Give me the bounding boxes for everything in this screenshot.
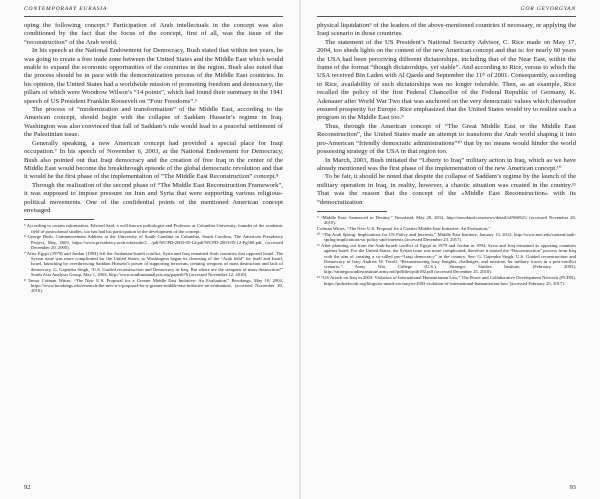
paragraph: Generally speaking, a new American concept had provided a special place for Iraqi occupation.⁷ In his speech of November 6, 2003, at the National Endowment for Democracy, Bush also pointed out that Iraqi democracy and the creation of free Iraq in the center of the Middle East would become the breakthrough episode of the global democratic revolution and that it would be the first phase of the implementation of “The Middle East Reconstruction” concept.⁸: [24, 139, 283, 181]
body-text-left: [24, 22, 283, 215]
footnote: ¹² “US Attack on Iraq in 2003: Violation of International Humanitarian Law,” The Peace and Collaborative Development Network (PCDN), https://pcdnetwork.org/blogs/us-attack-on-iraq-in-2003-violation-of-international-humanitarian-law/ (accessed February 25, 2017).: [317, 275, 576, 286]
page-number-right: 93: [569, 484, 576, 491]
paragraph: In his speech at the National Endowment for Democracy, Bush stated that within ten years, he was going to create a free trade zone between the United States and the Middle East which would enable to expand the economic opportunities of the countries in the region. Bush also noted that the process should be in pace with the democratization process of the Middle East countries. In his opinion, the United States had a worldwide mission of promoting freedom and democracy, the pillars of which were Woodrow Wilson’s “14 points”, which had found their summary in the 1941 speech of US President Franklin Roosevelt on “Four Freedoms”.⁶: [24, 47, 283, 105]
paragraph: The process of “modernization and transformation” of the Middle East, according to the American concept, should begin with the collapse of Saddam Hussein’s regime in Iraq. Washington was also convinced that fall of Saddam’s rule would lead to a peaceful settlement of the Palestinian issue.: [24, 106, 283, 139]
footnote: ¹¹ After planning out from the Arab-Israeli conflict of Egypt in 1979 and Jordan in 1994, Syria and Iraq remained as opposing countries against Israel. For the United States, the Syrian issue was more complicated; therefore it started the “Reconstruction” process from Iraq with the aim of creating a so-called pro-“Iraqi democracy” in the country. See: G. Gajendra Singh, U.S. Guided reconstruction and Democracy in Iraq: Andrew W. Terrill, “Reconstructing Iraq: Insights, challenges, and missions for military forces in a post-conflict scenario,” Army War College (U.S.), Strategic Studies Institute, (February, 2003), http://strategicstudiesinstitute.army.mil/pdffiles/pub182.pdf (accessed December 25, 2010).: [317, 242, 576, 275]
footnote: ⁹ “Middle East: Sentenced to Destiny,” Newsland, May 28, 2012, http://newsland.com/news/detail/id/966921/ (accessed November 20, 2010).: [317, 214, 576, 226]
paragraph: physical liquidation⁹ of the leaders of the above-mentioned countries if necessary, or applying the Iraqi scenario in those countries.: [317, 22, 576, 38]
paragraph: The statement of the US President’s National Security Advisor, C. Rice made on May 17, 2004, too sheds lights on the content of the new American concept and that is: for nearly 60 years the USA had been perceiving different dictatorships, including that of the Near East, within the frame of the format “though dictatorships, yet stable”. And according to Rice, versus to which the USA received Bin Laden with Al Qaeda and September the 11ᵗʰ of 2001. Consequently, according to Rice, availability of such dictatorships was no longer tolerable. Then, as an example, Rice recalled the policy of the first Federal Chancellor of the Federal Republic of Germany, K. Adenauer after World War Two that was anchored on the very democratic values which thereafter ensured prosperity for Europe. Rice emphasized that the United States would try to realize such a program in the Middle East too.⁹: [317, 38, 576, 122]
paragraph: To be fair, it should be noted that despite the collapse of Saddam’s regime by the launch of the military operation in Iraq, in reality, however, a chaotic situation was created in the country.¹¹ That was the reason that the concept of the «Middle East Reconstruction» with its “democratization: [317, 173, 576, 206]
footnote: ⁷ After Egypt (1979) and Jordan (1994) left the Jordanian-Israeli conflict, Syria and Iraq remained Arab countries that opposed Israel. The Syrian issue was more complicated for the United States, so Washington began its cleansing of the “Arab field” for itself and Israel, Israel, launching by overthrowing Saddam Hussein’s power of supporting terrorism, creating weapons of mass destruction and lack of democracy. G. Gajendra Singh, “U.S. Guided reconstruction and Democracy in Iraq: But where are the weapons of mass destruction?” South Asia Analysis Group, May 1, 2003, http://www.southasiaanalysis.org/paper676 (accessed November 12, 2010).: [24, 250, 283, 278]
paragraph: Thus, through the American concept of “The Great Middle East or the Middle East Reconstruction”, the United States made an attempt to transform the Arab world shaping it into pro-American “friendly democratic administrations”¹⁰ that by no means would hinder the world possessing strategy of the USA in that region too.: [317, 122, 576, 156]
left-page: [0, 0, 299, 499]
footnote: ⁵ According to certain information, Edward Said, a well-known politologist and Professor at Columbia University, founder of the academic field of postcolonial studies, too has had his participation in the development of the concept.: [24, 223, 283, 234]
footnote: ¹⁰ “The Arab Spring: Implications for US Policy and Interests,” Middle East Institute, January 13, 2012, http://www.mei.edu/content/arab-spring-implications-us-policy-and-interests (accessed December 23, 2017).: [317, 231, 576, 243]
footnotes-left: [24, 223, 283, 293]
footnote-rule: [317, 211, 387, 212]
footnote: Cofman Wittes, “The New U.S. Proposal for a Greater Middle East Initiative: An Evaluation,”: [317, 226, 491, 232]
footnotes-right: [317, 215, 576, 286]
right-page: [301, 0, 600, 499]
running-head-left: CONTEMPORARY EURASIA: [24, 6, 283, 17]
paragraph: Through the realization of the second phase of “The Middle East Reconstruction Framework”, it was supposed to impose pressure on Iran and Syria that were supporting various religious-political movements. One of the confidential points of the mentioned American concept envisaged: [24, 181, 283, 214]
footnote: ⁶ George Bush, Commencement Address at the University of South Carolina in Columbia, South Carolina, The American Presidency Project, May, 2003, https://www.presidency.ucsb.edu/node/2…/pdf/WCPD-2003-05-12/pdf/WCPD-2003-05-12-Pg568.pdf, (accessed December 20, 2005).: [24, 234, 283, 251]
running-head-right: GOR GEVORGYAN: [317, 6, 576, 17]
footnote-rule: [24, 219, 94, 220]
page-number-left: 92: [24, 484, 31, 491]
paragraph: In March, 2003, Bush initiated the “Liberty to Iraq” military action in Iraq, which as we have already mentioned was the first phase of the implementation of the new American concept.¹⁰: [317, 156, 576, 172]
footnote: ⁸ Tamar Cofman Wittes, “The New U.S. Proposal for a Greater Middle East Initiative: An Evaluation,” Brookings, May 10, 2004, https://www.brookings.edu/research/the-new-u-s-proposal-for-a-greater-middle-east-initiative-an-evaluation/, (accessed November 20, 2010).: [24, 277, 283, 294]
paragraph: oping the following concept.⁵ Participation of Arab intellectuals in the concept was also conditioned by the fact that the focus of the concept, first of all, was the issue of the “reconstruction” of the Arab world.: [24, 22, 283, 46]
body-text-right: [317, 22, 576, 207]
